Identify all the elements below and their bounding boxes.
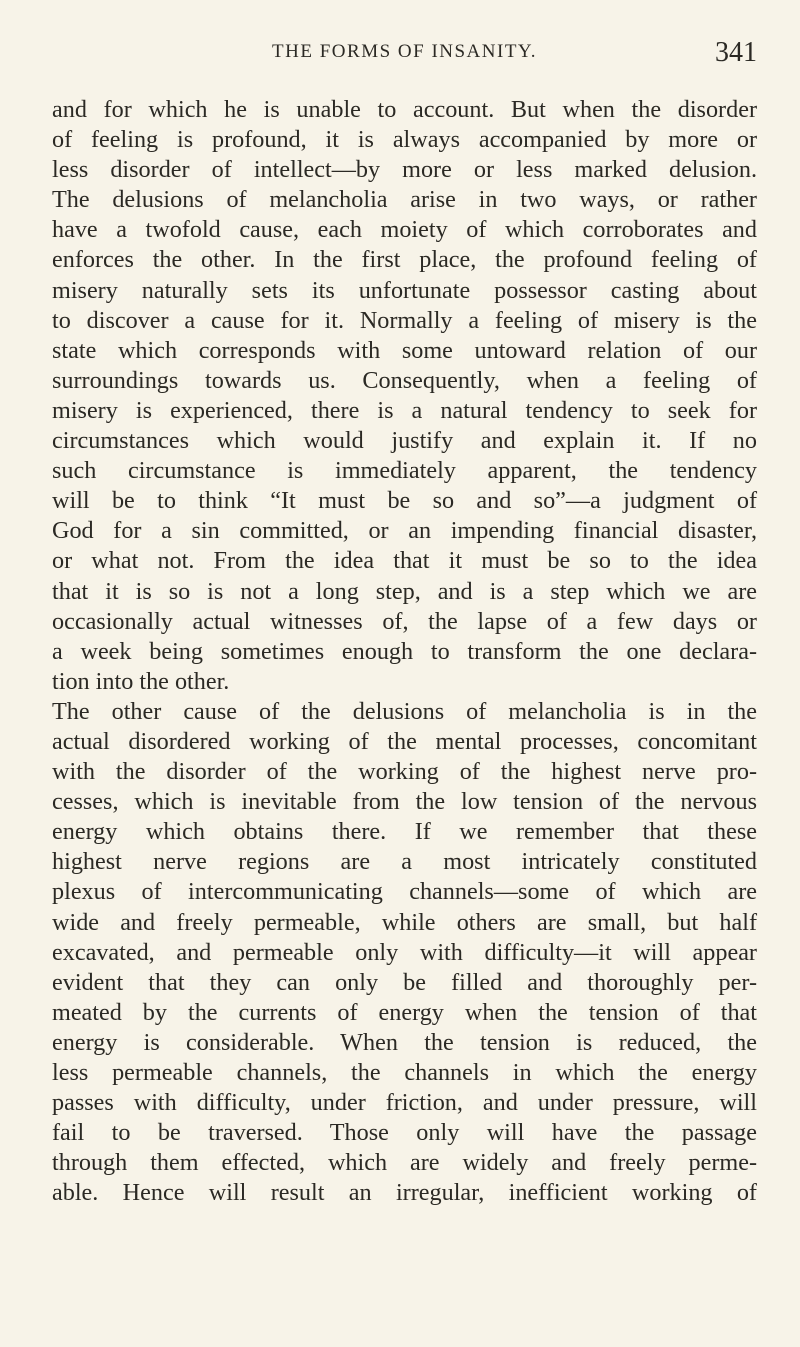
text-line: enforces the other. In the first place, the profound feeling of [52, 246, 757, 274]
text-line: and for which he is unable to account. But when the disorder [52, 96, 757, 123]
text-line: misery naturally sets its unfortunate possessor casting about [52, 276, 757, 304]
text-line: less disorder of intellect—by more or less marked delusion. [52, 156, 757, 184]
text-line: fail to be traversed. Those only will have the passage [52, 1119, 757, 1147]
text-line: energy is considerable. When the tension is reduced, the [52, 1028, 757, 1056]
text-line: wide and freely permeable, while others are small, but half [52, 908, 757, 936]
page-number: 341 [715, 37, 757, 68]
text-line: through them effected, which are widely and freely perme- [52, 1149, 757, 1177]
text-line: have a twofold cause, each moiety of which corroborates and [52, 216, 757, 244]
text-line: such circumstance is immediately apparent, the tendency [52, 457, 757, 485]
text-line: evident that they can only be filled and thoroughly per- [52, 968, 757, 996]
text-line: energy which obtains there. If we remember that these [52, 818, 757, 846]
body-text [52, 95, 757, 1208]
text-line: cesses, which is inevitable from the low tension of the nervous [52, 788, 757, 816]
text-line: circumstances which would justify and explain it. If no [52, 427, 757, 455]
text-line: or what not. From the idea that it must be so to the idea [52, 547, 757, 575]
text-line: plexus of intercommunicating channels—some of which are [52, 878, 757, 906]
text-line: that it is so is not a long step, and is a step which we are [52, 577, 757, 605]
text-line: meated by the currents of energy when the tension of that [52, 998, 757, 1026]
text-line: highest nerve regions are a most intricately constituted [52, 848, 757, 876]
running-head [52, 32, 757, 76]
text-line: with the disorder of the working of the highest nerve pro- [52, 758, 757, 786]
text-line: state which corresponds with some untoward relation of our [52, 336, 757, 364]
text-line: able. Hence will result an irregular, inefficient working of [52, 1179, 757, 1207]
text-line: excavated, and permeable only with difficulty—it will appear [52, 938, 757, 966]
text-line: less permeable channels, the channels in which the energy [52, 1059, 757, 1086]
text-line: a week being sometimes enough to transform the one declara- [52, 637, 757, 665]
text-line: to discover a cause for it. Normally a feeling of misery is the [52, 306, 757, 334]
text-line: actual disordered working of the mental processes, concomitant [52, 727, 757, 755]
text-line: surroundings towards us. Consequently, when a feeling of [52, 366, 757, 394]
text-line: God for a sin committed, or an impending financial disaster, [52, 517, 757, 545]
running-title: THE FORMS OF INSANITY. [272, 41, 537, 62]
text-line: The delusions of melancholia arise in two ways, or rather [52, 186, 757, 214]
paragraph-start-line: The other cause of the delusions of melancholia is in the [52, 697, 757, 725]
paragraph-end-line: tion into the other. [52, 667, 230, 695]
text-line: passes with difficulty, under friction, and under pressure, will [52, 1089, 757, 1117]
text-line: will be to think “It must be so and so”—a judgment of [52, 487, 757, 515]
text-line: misery is experienced, there is a natural tendency to seek for [52, 396, 757, 424]
text-line: of feeling is profound, it is always accompanied by more or [52, 126, 757, 154]
text-line: occasionally actual witnesses of, the lapse of a few days or [52, 607, 757, 635]
